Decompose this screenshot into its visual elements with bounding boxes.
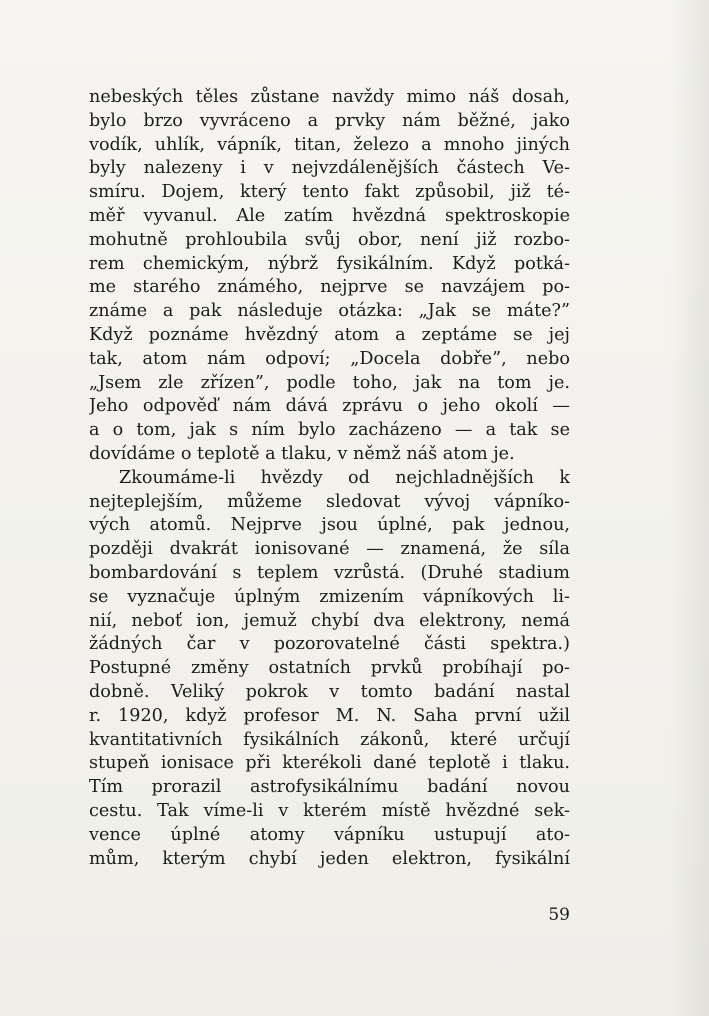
text-line: smíru. Dojem, který tento fakt způsobil, již té- xyxy=(89,182,570,203)
text-line: vodík, uhlík, vápník, titan, železo a mnoho jiných xyxy=(89,134,570,155)
text-line: r. 1920, když profesor M. N. Saha první užil xyxy=(89,705,570,726)
text-line: dobně. Veliký pokrok v tomto badání nastal xyxy=(89,681,570,702)
text-line: později dvakrát ionisované — znamená, že síla xyxy=(89,539,570,560)
text-line: me starého známého, nejprve se navzájem po- xyxy=(89,277,570,298)
text-line: nebeských těles zůstane navždy mimo náš dosah, xyxy=(89,87,570,107)
text-line: vých atomů. Nejprve jsou úplné, pak jednou, xyxy=(89,515,570,536)
paragraph-2 xyxy=(89,467,570,872)
text-line: známe a pak následuje otázka: „Jak se máte?” xyxy=(89,301,570,322)
text-line: se vyznačuje úplným zmizením vápníkových li- xyxy=(89,586,570,607)
text-line: mům, kterým chybí jeden elektron, fysikální xyxy=(89,848,570,869)
text-line: Když poznáme hvězdný atom a zeptáme se jej xyxy=(89,324,570,345)
text-line: cestu. Tak víme-li v kterém místě hvězdné sek- xyxy=(89,800,570,821)
text-line: „Jsem zle zřízen”, podle toho, jak na tom je. xyxy=(89,372,570,393)
text-line: žádných čar v pozorovatelné části spektra.) xyxy=(89,634,570,655)
page-number: 59 xyxy=(548,905,570,925)
text-line: nejteplejším, můžeme sledovat vývoj vápníko- xyxy=(89,491,570,512)
text-line: kvantitativních fysikálních zákonů, které určují xyxy=(89,729,570,750)
text-line: bombardování s teplem vzrůstá. (Druhé stadium xyxy=(89,562,570,583)
text-line: tak, atom nám odpoví; „Docela dobře”, nebo xyxy=(89,348,570,369)
text-line: byly nalezeny i v nejvzdálenějších částech Ve- xyxy=(89,158,570,179)
text-line: a o tom, jak s ním bylo zacházeno — a tak se xyxy=(89,420,570,441)
text-line: bylo brzo vyvráceno a prvky nám běžné, jako xyxy=(89,110,570,131)
text-line: Zkoumáme-li hvězdy od nejchladnějších k xyxy=(119,467,570,488)
body-text xyxy=(89,86,570,871)
text-line: dovídáme o teplotě a tlaku, v němž náš atom je. xyxy=(89,443,515,464)
text-line: Postupné změny ostatních prvků probíhají po- xyxy=(89,658,570,679)
text-line: nií, neboť ion, jemuž chybí dva elektrony, nemá xyxy=(89,610,570,631)
paragraph-1 xyxy=(89,86,570,467)
text-line: rem chemickým, nýbrž fysikálním. Když potká- xyxy=(89,253,570,274)
text-line: Tím prorazil astrofysikálnímu badání novou xyxy=(89,777,570,798)
text-line: Jeho odpověď nám dává zprávu o jeho okolí — xyxy=(89,396,570,417)
text-line: stupeň ionisace při kterékoli dané teplotě i tlaku. xyxy=(89,753,570,774)
text-line: měř vyvanul. Ale zatím hvězdná spektroskopie xyxy=(89,205,570,226)
text-line: mohutně prohloubila svůj obor, není již rozbo- xyxy=(89,229,570,250)
text-line: vence úplné atomy vápníku ustupují ato- xyxy=(89,824,570,845)
